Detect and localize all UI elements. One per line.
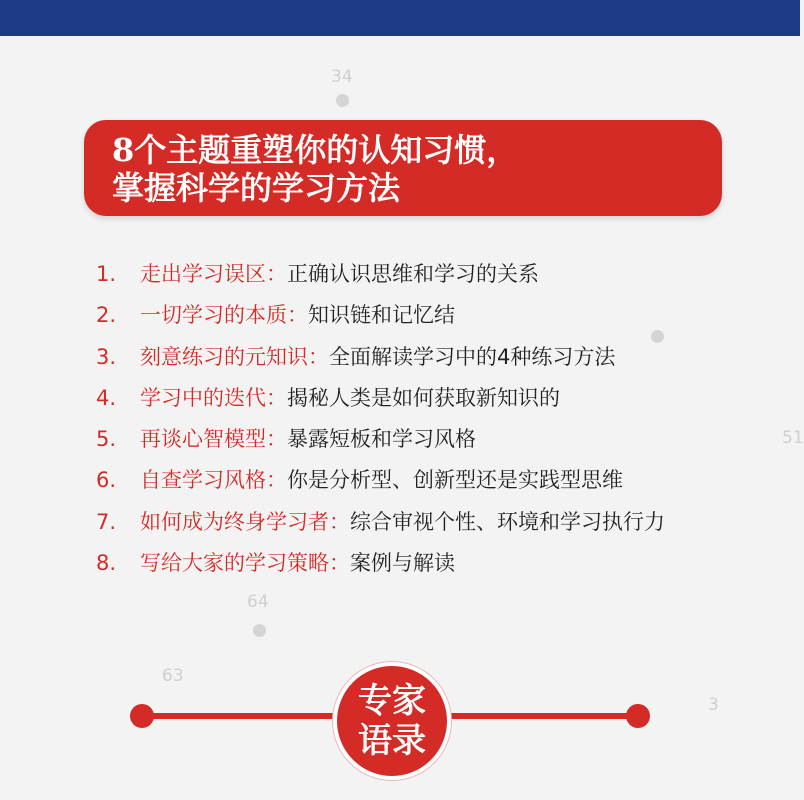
item-description: 你是分析型、创新型还是实践型思维 [287, 468, 623, 493]
list-item [96, 254, 776, 295]
divider-end-dot-left [130, 704, 154, 728]
background-number: 51 [782, 428, 804, 448]
item-description: 暴露短板和学习风格 [287, 427, 476, 452]
item-description: 综合审视个性、环境和学习执行力 [350, 509, 665, 534]
item-topic: 刻意练习的元知识： [140, 344, 329, 369]
background-number: 64 [247, 592, 269, 612]
item-topic: 再谈心智模型： [140, 427, 287, 452]
list-item [96, 337, 776, 378]
badge-text-line-2: 语录 [358, 721, 426, 761]
background-number: 63 [162, 666, 184, 686]
item-number: 1. [96, 262, 117, 286]
item-description: 知识链和记忆结 [308, 303, 455, 328]
list-item [96, 378, 776, 419]
item-description: 全面解读学习中的4种练习方法 [329, 344, 616, 369]
item-topic: 自查学习风格： [140, 468, 287, 493]
item-topic: 写给大家的学习策略： [140, 551, 350, 576]
background-number: 34 [331, 67, 353, 87]
item-description: 正确认识思维和学习的关系 [287, 262, 539, 286]
item-number: 7. [96, 509, 117, 534]
item-number: 4. [96, 385, 117, 410]
banner-title-line-2: 掌握科学的学习方法 [112, 169, 401, 207]
list-item [96, 543, 776, 584]
item-number: 6. [96, 468, 117, 493]
item-description: 揭秘人类是如何获取新知识的 [287, 385, 560, 410]
top-color-bar [0, 0, 800, 36]
banner-title-line-1: 8个主题重塑你的认知习惯， [112, 131, 519, 169]
list-item [96, 419, 776, 460]
background-dot [253, 624, 266, 637]
title-banner [84, 120, 722, 216]
item-number: 2. [96, 303, 117, 328]
divider-end-dot-right [626, 704, 650, 728]
expert-quotes-badge [333, 662, 451, 780]
item-number: 8. [96, 551, 117, 576]
item-number: 3. [96, 344, 117, 369]
list-item [96, 502, 776, 543]
background-number: 3 [708, 695, 719, 715]
item-topic: 如何成为终身学习者： [140, 509, 350, 534]
topic-list [96, 254, 776, 584]
item-topic: 学习中的迭代： [140, 385, 287, 410]
background-dot [336, 94, 349, 107]
list-item [96, 295, 776, 336]
list-item [96, 460, 776, 501]
item-number: 5. [96, 427, 117, 452]
item-topic: 走出学习误区： [140, 262, 287, 286]
item-description: 案例与解读 [350, 551, 455, 576]
item-topic: 一切学习的本质： [140, 303, 308, 328]
badge-text-line-1: 专家 [358, 681, 426, 721]
